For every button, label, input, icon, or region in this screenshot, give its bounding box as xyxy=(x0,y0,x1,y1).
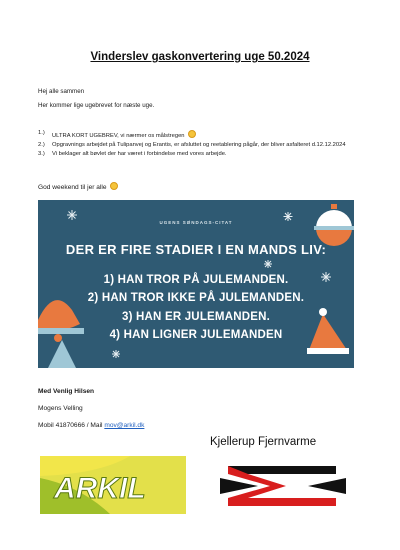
banner-line-2: 2) HAN TROR IKKE PÅ JULEMANDEN. xyxy=(87,292,305,304)
smiley-icon xyxy=(188,130,196,138)
list-number: 1.) xyxy=(38,130,45,136)
ornament-icon xyxy=(314,204,354,246)
email-link[interactable]: mov@arkil.dk xyxy=(104,422,145,429)
arkil-logo xyxy=(40,456,186,514)
signature-name: Mogens Velling xyxy=(38,405,83,412)
intro-text: Her kommer lige ugebrevet for næste uge. xyxy=(38,102,155,109)
smiley-icon xyxy=(110,182,118,190)
banner-line-3: 3) HAN ER JULEMANDEN. xyxy=(122,311,270,323)
banner-headline: DER ER FIRE STADIER I EN MANDS LIV: xyxy=(65,242,327,257)
arkil-logo-text: ARKIL xyxy=(54,472,146,505)
list-item xyxy=(38,142,358,150)
weekend-greeting xyxy=(38,182,118,191)
signature-contact xyxy=(38,422,144,429)
greeting-text: Hej alle sammen xyxy=(38,88,85,95)
list-item xyxy=(38,151,358,159)
signature-closing: Med Venlig Hilsen xyxy=(38,388,95,395)
banner-line-1: 1) HAN TROR PÅ JULEMANDEN. xyxy=(103,274,289,286)
kjellerup-title: Kjellerup Fjernvarme xyxy=(210,436,317,448)
banner-caption: UGENS SØNDAGS-CITAT xyxy=(159,220,233,225)
list-number: 2.) xyxy=(38,141,45,148)
quote-banner xyxy=(38,200,354,368)
news-list xyxy=(38,130,358,159)
list-item-text: ULTRA KORT UGEBREV, vi nærmer os målstregen xyxy=(52,133,185,139)
tree-icon xyxy=(48,340,76,368)
list-item xyxy=(38,130,358,141)
list-number: 3.) xyxy=(38,150,45,157)
list-item-text: Opgravnings arbejdet på Tulipanvej og Erantis, er afsluttet og reetablering pågår, der bliver asfalteret d.12.12.2024 xyxy=(52,141,346,148)
kjellerup-logo xyxy=(218,458,348,514)
banner-line-4: 4) HAN LIGNER JULEMANDEN xyxy=(109,329,283,341)
list-item-text: Vi beklager alt bøvlet der har været i forbindelse med vores arbejde. xyxy=(52,150,227,157)
contact-phone: Mobil 41870666 / Mail xyxy=(38,422,105,429)
document-title: Vinderslev gaskonvertering uge 50.2024 xyxy=(90,51,310,63)
weekend-text: God weekend til jer alle xyxy=(38,184,107,191)
